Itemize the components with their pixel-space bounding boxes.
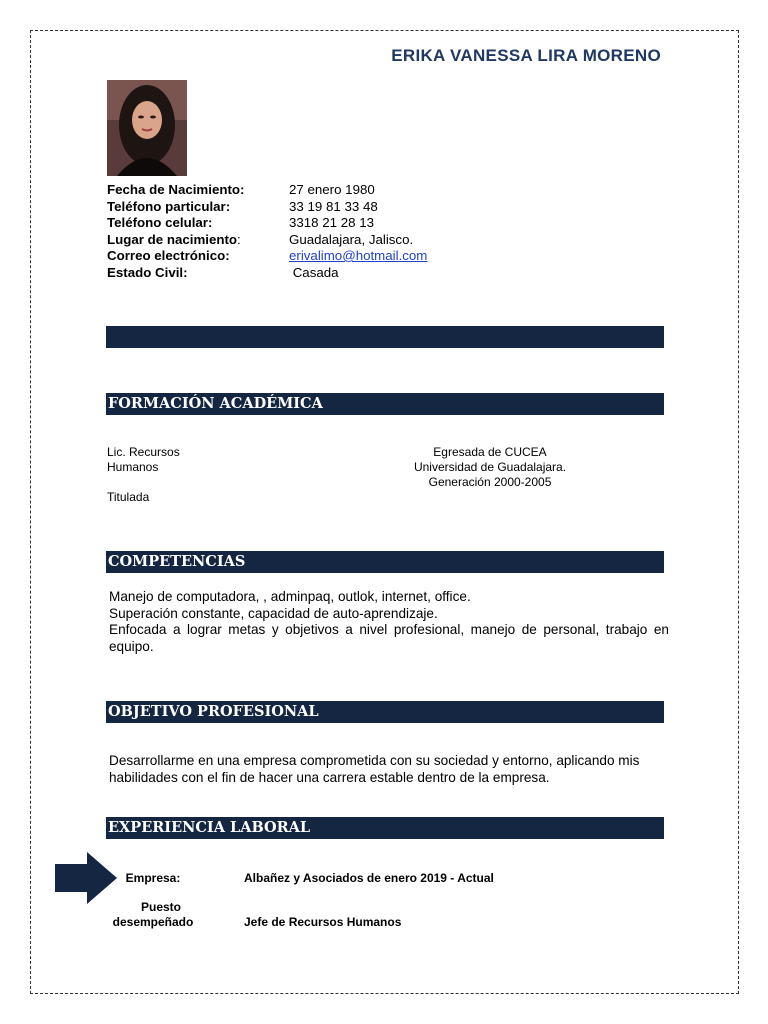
puesto-value: Jefe de Recursos Humanos — [244, 915, 402, 929]
cell-phone-label: Teléfono celular: — [107, 215, 213, 230]
email-link[interactable]: erivalimo@hotmail.com — [289, 248, 428, 263]
civil-status-value: Casada — [289, 264, 339, 280]
profile-photo — [107, 80, 187, 176]
school-line-3: Generación 2000-2005 — [428, 475, 552, 489]
cell-phone-value: 3318 21 28 13 — [289, 215, 375, 230]
competencia-item: Manejo de computadora, , adminpaq, outlok, internet, office. — [109, 589, 471, 604]
degree-line-2: Humanos — [107, 460, 159, 474]
section-header-formacion — [106, 393, 664, 415]
competencia-item: Enfocada a lograr metas y objetivos a nivel profesional, manejo de personal, trabajo en equipo. — [109, 622, 669, 654]
section-title-formacion: FORMACIÓN ACADÉMICA — [108, 395, 323, 412]
empresa-value: Albañez y Asociados de enero 2019 - Actual — [244, 871, 494, 885]
objetivo-text — [109, 753, 661, 786]
school-line-2: Universidad de Guadalajara. — [413, 460, 567, 474]
section-header-objetivo — [106, 701, 664, 723]
email-label: Correo electrónico: — [107, 248, 230, 263]
birthdate-value: 27 enero 1980 — [289, 182, 375, 197]
degree-line-1: Lic. Recursos — [107, 445, 180, 459]
section-header-competencias — [106, 551, 664, 573]
arrow-right-icon — [55, 852, 117, 904]
competencia-item: Superación constante, capacidad de auto-aprendizaje. — [109, 605, 438, 621]
school-line-1: Egresada de CUCEA — [433, 445, 547, 459]
section-title-experiencia: EXPERIENCIA LABORAL — [108, 819, 311, 836]
civil-status-label: Estado Civil: — [107, 264, 188, 280]
competencias-list — [109, 589, 669, 655]
birthplace-label: Lugar de nacimiento: — [107, 231, 241, 247]
degree-status: Titulada — [107, 490, 150, 504]
home-phone-label: Teléfono particular: — [107, 198, 231, 214]
section-title-objetivo: OBJETIVO PROFESIONAL — [108, 703, 319, 720]
empresa-label: Empresa: — [125, 871, 181, 885]
birthplace-value: Guadalajara, Jalisco. — [289, 231, 414, 247]
candidate-name: ERIKA VANESSA LIRA MORENO — [391, 46, 661, 65]
puesto-label: Puesto desempeñado — [112, 900, 194, 929]
birthdate-label: Fecha de Nacimiento: — [107, 182, 245, 197]
section-title-competencias: COMPETENCIAS — [108, 553, 246, 570]
objetivo-paragraph: Desarrollarme en una empresa comprometida con su sociedad y entorno, aplicando mis habilidades con el fin de hacer una carrera estable dentro de la empresa. — [109, 753, 640, 785]
email-value — [289, 248, 427, 265]
section-header-experiencia — [106, 817, 664, 839]
divider-bar — [106, 326, 664, 348]
home-phone-value: 33 19 81 33 48 — [289, 198, 378, 214]
